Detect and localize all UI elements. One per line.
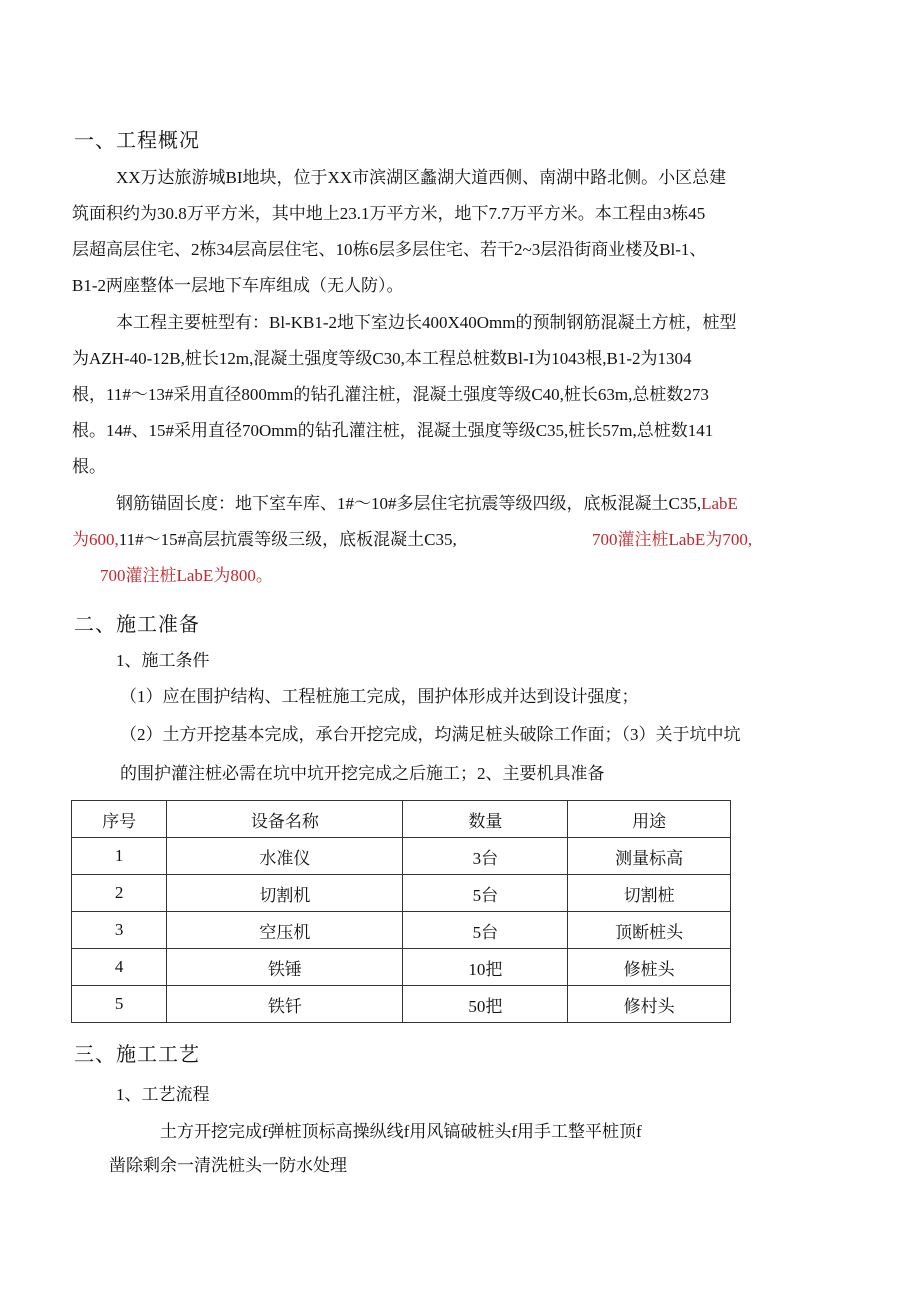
cell-quantity: 10把 [403, 949, 568, 986]
cell-purpose: 顶断桩头 [568, 912, 731, 949]
s2-item-1: （1）应在围护结构、工程桩施工完成，围护体形成并达到设计强度； [120, 687, 639, 706]
s2-subheading-1: 1、施工条件 [116, 651, 210, 670]
cell-index: 5 [72, 986, 167, 1023]
cell-name: 水准仪 [167, 838, 403, 875]
table-row [72, 912, 731, 949]
s1-p3-line2-red-a: 为600, [72, 530, 119, 549]
cell-index: 4 [72, 949, 167, 986]
col-header-quantity: 数量 [403, 801, 568, 838]
table-header-row [72, 801, 731, 838]
cell-name: 空压机 [167, 912, 403, 949]
s1-p3-line1-black: 钢筋锚固长度：地下室车库、1#～10#多层住宅抗震等级四级，底板混凝土C35, [116, 494, 702, 513]
cell-quantity: 3台 [403, 838, 568, 875]
s1-p2-line2: 为AZH-40-12B,桩长12m,混凝土强度等级C30,本工程总桩数Bl-I为1043根,B1-2为1304 [72, 349, 692, 368]
col-header-index: 序号 [72, 801, 167, 838]
s1-p2-line1: 本工程主要桩型有：Bl-KB1-2地下室边长400X40Omm的预制钢筋混凝土方桩，桩型 [116, 313, 737, 332]
table-row [72, 949, 731, 986]
s3-flow-line1: 土方开挖完成f弹桩顶标高操纵线f用风镐破桩头f用手工整平桩顶f [160, 1122, 642, 1141]
cell-quantity: 50把 [403, 986, 568, 1023]
cell-purpose: 修桩头 [568, 949, 731, 986]
cell-index: 3 [72, 912, 167, 949]
s1-p3-line2-red-b: 700灌注桩LabE为700, [592, 530, 753, 549]
cell-purpose: 修村头 [568, 986, 731, 1023]
section-1-title: 一、工程概况 [74, 130, 200, 152]
s1-p3-line1-red: LabE [701, 494, 738, 513]
s1-p2-line5: 根。 [72, 457, 106, 476]
cell-name: 铁钎 [167, 986, 403, 1023]
col-header-purpose: 用途 [568, 801, 731, 838]
cell-index: 1 [72, 838, 167, 875]
table-row [72, 875, 731, 912]
s3-flow-line2: 凿除剩余一清洗桩头一防水处理 [109, 1156, 347, 1175]
cell-index: 2 [72, 875, 167, 912]
col-header-name: 设备名称 [167, 801, 403, 838]
cell-quantity: 5台 [403, 875, 568, 912]
s1-p3-line3-red: 700灌注桩LabE为800。 [100, 566, 273, 585]
s1-p3-line2 [72, 522, 457, 558]
table-row [72, 986, 731, 1023]
equipment-table [71, 800, 731, 1023]
cell-name: 切割机 [167, 875, 403, 912]
table-row [72, 838, 731, 875]
s1-p1-line1: XX万达旅游城BI地块，位于XX市滨湖区蠡湖大道西侧、南湖中路北侧。小区总建 [116, 168, 727, 187]
s2-item-2: （2）土方开挖基本完成，承台开挖完成，均满足桩头破除工作面；（3）关于坑中坑 [120, 725, 741, 744]
s1-p1-line4: B1-2两座整体一层地下车库组成（无人防）。 [72, 276, 404, 295]
s1-p2-line3: 根，11#～13#采用直径800mm的钻孔灌注桩，混凝土强度等级C40,桩长63m,总桩数273 [72, 385, 709, 404]
section-3-title: 三、施工工艺 [74, 1044, 200, 1066]
s1-p3-line2-black: 11#～15#高层抗震等级三级，底板混凝土C35, [118, 530, 457, 549]
s2-item-3: 的围护灌注桩必需在坑中坑开挖完成之后施工；2、主要机具准备 [120, 764, 605, 783]
cell-purpose: 测量标高 [568, 838, 731, 875]
s1-p1-line3: 层超高层住宅、2栋34层高层住宅、10栋6层多层住宅、若干2~3层沿街商业楼及Bl-1、 [72, 240, 707, 259]
s1-p1-line2: 筑面积约为30.8万平方米，其中地上23.1万平方米，地下7.7万平方米。本工程由3栋45 [72, 204, 706, 223]
cell-name: 铁锤 [167, 949, 403, 986]
cell-purpose: 切割桩 [568, 875, 731, 912]
s3-subheading-1: 1、工艺流程 [116, 1085, 210, 1104]
cell-quantity: 5台 [403, 912, 568, 949]
s1-p3-line1 [116, 486, 738, 522]
section-2-title: 二、施工准备 [74, 614, 200, 636]
s1-p2-line4: 根。14#、15#采用直径70Omm的钻孔灌注桩，混凝土强度等级C35,桩长57m,总桩数141 [72, 421, 714, 440]
